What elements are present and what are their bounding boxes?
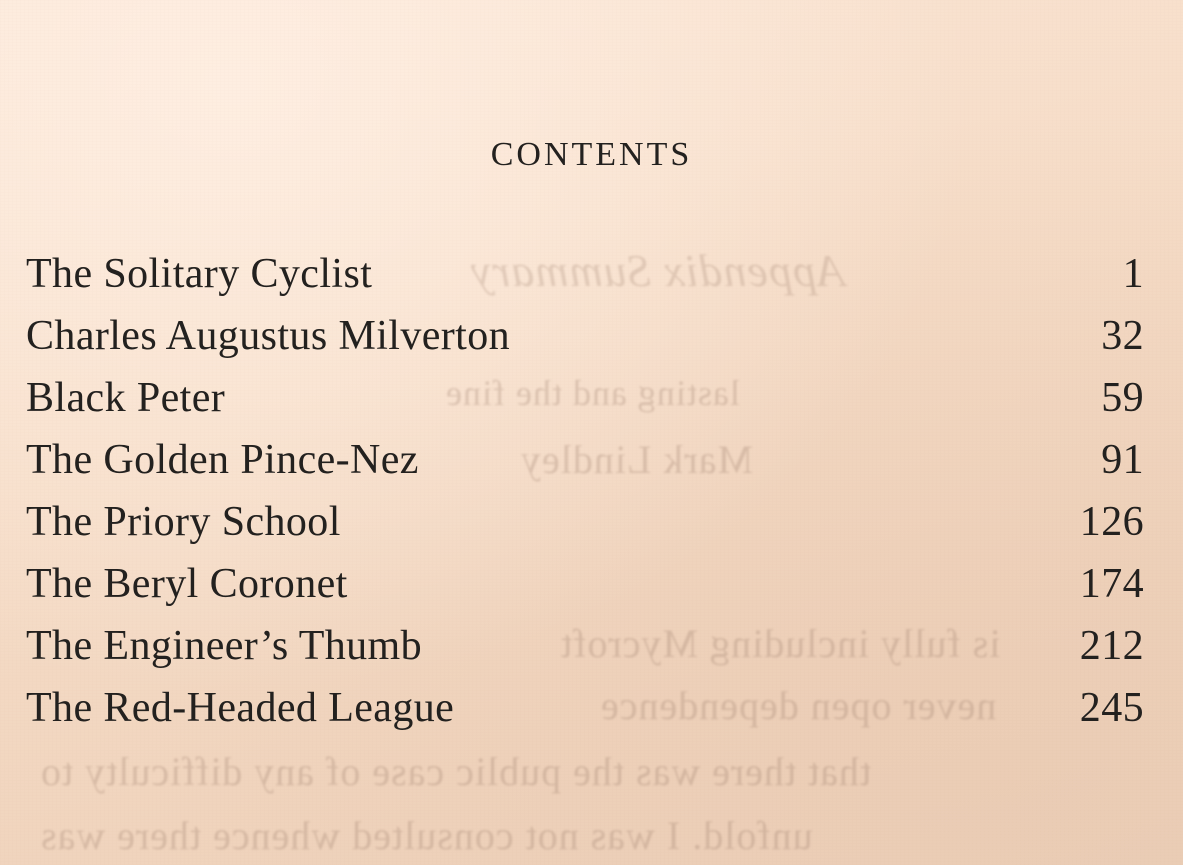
entry-title: Charles Augustus Milverton <box>26 313 511 359</box>
entry-title: Black Peter <box>26 375 226 421</box>
list-item[interactable] <box>26 250 1144 312</box>
entry-title: The Solitary Cyclist <box>26 251 373 297</box>
showthrough-line: is fully including Mycroft <box>560 621 1001 666</box>
showthrough-line: lasting and the fine <box>445 373 740 413</box>
entry-title: The Golden Pince-Nez <box>26 437 419 483</box>
showthrough-line: Mark Lindley <box>520 437 754 482</box>
entry-page-number: 59 <box>1101 375 1144 421</box>
list-item[interactable] <box>26 436 1144 498</box>
entry-page-number: 174 <box>1079 561 1144 607</box>
list-item[interactable] <box>26 312 1144 374</box>
showthrough-line: unfold. I was not consulted whence there was <box>40 813 813 858</box>
entry-page-number: 126 <box>1079 499 1144 545</box>
list-item[interactable] <box>26 622 1144 684</box>
showthrough-line: Appendix Summary <box>470 245 845 296</box>
list-item[interactable] <box>26 560 1144 622</box>
entry-page-number: 245 <box>1079 685 1144 731</box>
table-of-contents <box>26 250 1144 746</box>
entry-title: The Priory School <box>26 499 341 545</box>
entry-page-number: 1 <box>1122 251 1144 297</box>
entry-page-number: 212 <box>1079 623 1144 669</box>
entry-title: The Beryl Coronet <box>26 561 348 607</box>
entry-title: The Red-Headed League <box>26 685 455 731</box>
list-item[interactable] <box>26 684 1144 746</box>
showthrough-line: never open dependence <box>600 683 997 728</box>
page-title: contents <box>490 121 693 176</box>
list-item[interactable] <box>26 498 1144 560</box>
entry-page-number: 32 <box>1101 313 1144 359</box>
entry-title: The Engineer’s Thumb <box>26 623 423 669</box>
entry-page-number: 91 <box>1101 437 1144 483</box>
showthrough-line: that there was the public case of any difficulty to <box>40 749 872 794</box>
list-item[interactable] <box>26 374 1144 436</box>
